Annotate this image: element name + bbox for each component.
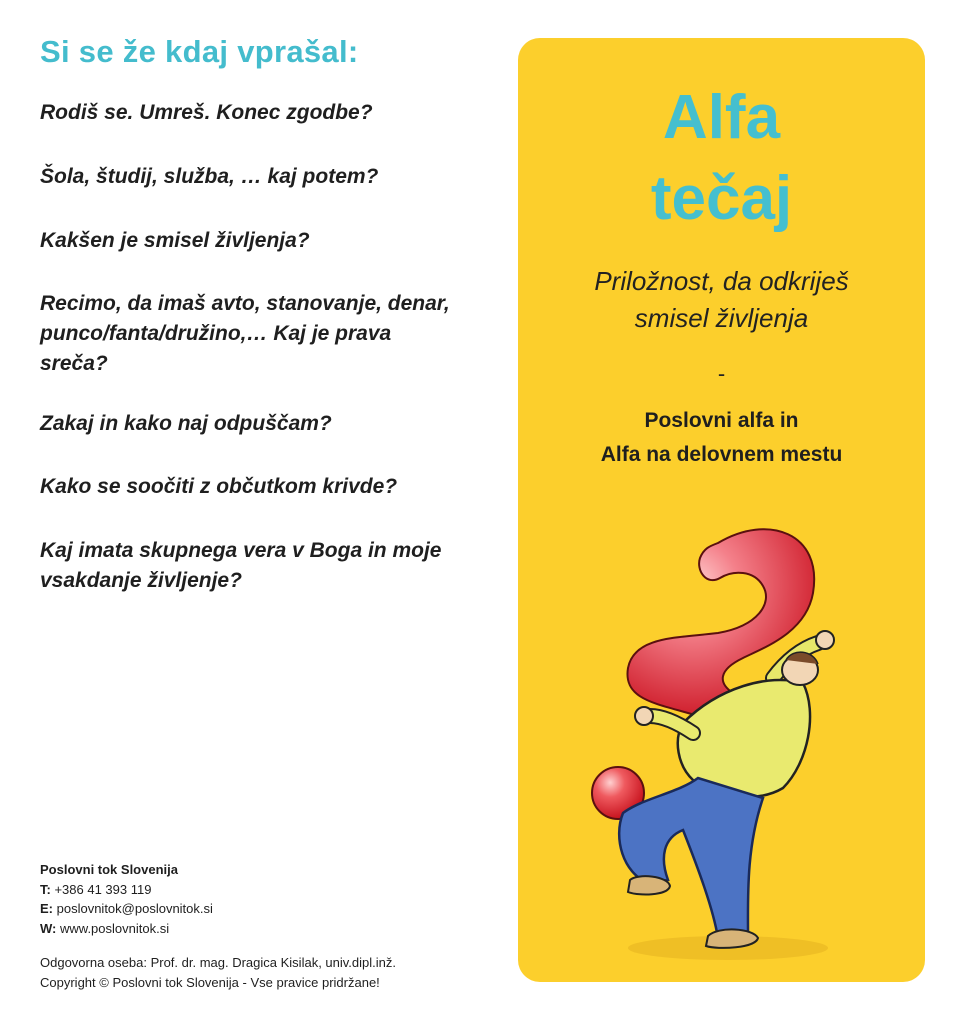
question-5: Zakaj in kako naj odpuščam?	[40, 412, 332, 435]
question-6: Kako se soočiti z občutkom krivde?	[40, 475, 398, 498]
card-dash: -	[717, 361, 726, 386]
question-7: Kaj imata skupnega vera v Boga in moje vsakdanje življenje?	[40, 539, 442, 592]
responsible-person: Odgovorna oseba: Prof. dr. mag. Dragica Kisilak, univ.dipl.inž.	[40, 955, 396, 970]
copyright: Copyright © Poslovni tok Slovenija - Vse pravice pridržane!	[40, 974, 380, 990]
contact-web[interactable]: W: www.poslovnitok.si	[40, 920, 170, 936]
question-mark-juggler-illustration	[568, 508, 868, 978]
question-4: Recimo, da imaš avto, stanovanje, denar, punco/fanta/družino,… Kaj je prava sreča?	[40, 292, 450, 375]
page-heading: Si se že kdaj vprašal:	[40, 34, 359, 69]
contact-block	[40, 860, 213, 938]
trousers	[619, 778, 763, 938]
footer	[40, 953, 396, 992]
card-title-line2: tečaj	[650, 164, 793, 233]
question-2: Šola, študij, služba, … kaj potem?	[40, 165, 379, 188]
contact-email[interactable]: E: poslovnitok@poslovnitok.si	[40, 901, 213, 916]
alfa-card	[518, 38, 925, 982]
question-1: Rodiš se. Umreš. Konec zgodbe?	[40, 101, 373, 124]
contact-phone: T: +386 41 393 119	[40, 881, 152, 897]
card-course: Poslovni alfa in Alfa na delovnem mestu	[600, 409, 843, 466]
card-title-line1: Alfa	[662, 83, 781, 152]
card-subtitle: Priložnost, da odkriješ smisel življenja	[594, 266, 849, 333]
question-3: Kakšen je smisel življenja?	[40, 229, 310, 252]
contact-org: Poslovni tok Slovenija	[40, 862, 178, 877]
shoe-right	[706, 929, 758, 948]
shoe-left	[628, 876, 670, 894]
